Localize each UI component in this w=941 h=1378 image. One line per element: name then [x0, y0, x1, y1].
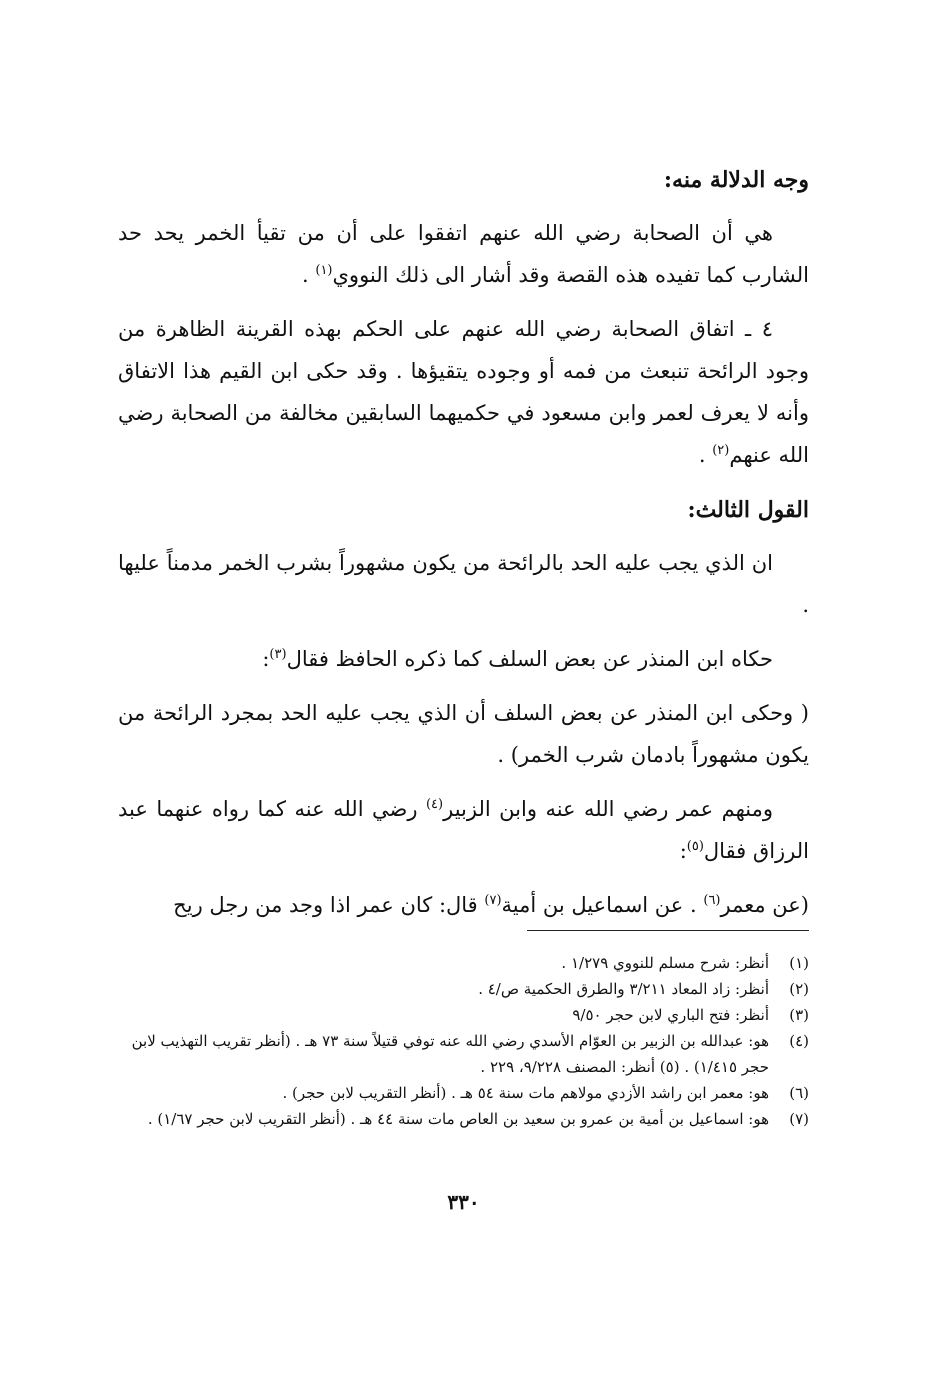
- section-heading-third-opinion: القول الثالث:: [687, 497, 809, 523]
- footnote-number: (٢): [789, 980, 809, 998]
- paragraph-7-text-c: قال: كان عمر اذا وجد من رجل ريح: [173, 893, 485, 917]
- main-text: [118, 160, 809, 926]
- paragraph-7: [118, 884, 809, 926]
- footnote-text: أنظر: زاد المعاد ٣/٢١١ والطرق الحكمية ص/٤ .: [478, 980, 769, 998]
- paragraph-6-text-b: رضي الله عنه كما رواه عنهما عبد الرزاق فقال: [118, 797, 809, 863]
- footnote-text: هو: عبدالله بن الزبير بن العوّام الأسدي رضي الله عنه توفي قتيلاً سنة ٧٣ هـ . (أنظر تقريب التهذيب لابن حجر ١/٤١٥) . (٥) أنظر: المصنف ٩/٢٢٨، ٢٢٩ .: [131, 1032, 769, 1076]
- paragraph-7-text-a: (عن معمر: [720, 893, 809, 917]
- section-heading-evidence: وجه الدلالة منه:: [663, 167, 809, 193]
- footnote-ref-3[interactable]: (٣): [269, 647, 287, 662]
- paragraph-2-text: ٤ ـ اتفاق الصحابة رضي الله عنهم على الحكم بهذه القرينة الظاهرة من وجود الرائحة تنبعث من فمه أو وجوده يتقيؤها . وقد حكى ابن القيم هذا الاتفاق وأنه لا يعرف لعمر وابن مسعود في حكميهما السابقين مخالفة من الصحابة رضي الله عنهم: [118, 317, 809, 467]
- paragraph-6: [118, 788, 809, 872]
- paragraph-5: ( وحكى ابن المنذر عن بعض السلف أن الذي يجب عليه الحد بمجرد الرائحة من يكون مشهوراً بادمان شرب الخمر) .: [118, 701, 809, 767]
- footnote-ref-5[interactable]: (٥): [686, 839, 704, 854]
- paragraph-6-text-a: ومنهم عمر رضي الله عنه وابن الزبير: [443, 797, 774, 821]
- footnote-text: أنظر: فتح الباري لابن حجر ٩/٥٠: [572, 1006, 769, 1024]
- book-page: [118, 160, 809, 1378]
- footnote-text: هو: اسماعيل بن أمية بن عمرو بن سعيد بن العاص مات سنة ٤٤ هـ . (أنظر التقريب لابن حجر ١/٦٧) .: [147, 1110, 769, 1128]
- footnote-3: [118, 1002, 809, 1028]
- footnote-text: هو: معمر ابن راشد الأزدي مولاهم مات سنة ٥٤ هـ . (أنظر التقريب لابن حجر) .: [282, 1084, 769, 1102]
- footnote-1: [118, 950, 809, 976]
- footnote-ref-6[interactable]: (٦): [703, 893, 721, 908]
- paragraph-4: [118, 638, 809, 680]
- footnote-number: (٦): [789, 1084, 809, 1102]
- paragraph-7-text-b: . عن اسماعيل بن أمية: [501, 893, 704, 917]
- footnote-7: [118, 1106, 809, 1132]
- footnote-ref-2[interactable]: (٢): [712, 443, 730, 458]
- footnote-text: أنظر: شرح مسلم للنووي ١/٢٧٩ .: [561, 954, 769, 972]
- footnote-6: [118, 1080, 809, 1106]
- footnote-ref-7[interactable]: (٧): [484, 893, 502, 908]
- footnote-separator: [527, 930, 809, 931]
- paragraph-2-end: .: [698, 443, 713, 467]
- paragraph-2: [118, 308, 809, 476]
- paragraph-4-end: :: [262, 647, 270, 671]
- footnote-number: (١): [789, 954, 809, 972]
- footnote-number: (٤): [789, 1032, 809, 1050]
- page-number: ٣٣٠: [447, 1190, 480, 1214]
- paragraph-4-text: حكاه ابن المنذر عن بعض السلف كما ذكره الحافظ فقال: [286, 647, 773, 671]
- paragraph-6-end: :: [679, 839, 687, 863]
- footnote-number: (٧): [789, 1110, 809, 1128]
- footnote-ref-1[interactable]: (١): [315, 263, 333, 278]
- footnote-ref-4[interactable]: (٤): [425, 797, 444, 812]
- paragraph-3: ان الذي يجب عليه الحد بالرائحة من يكون مشهوراً بشرب الخمر مدمناً عليها .: [118, 551, 809, 617]
- paragraph-1-end: .: [302, 263, 316, 287]
- paragraph-1-text: هي أن الصحابة رضي الله عنهم اتفقوا على أن من تقيأ الخمر يحد حد الشارب كما تفيده هذه القصة وقد أشار الى ذلك النووي: [118, 221, 809, 287]
- footnote-2: [118, 976, 809, 1002]
- footnotes: [118, 950, 809, 1132]
- paragraph-1: [118, 212, 809, 296]
- footnote-number: (٣): [789, 1006, 809, 1024]
- footnote-4: [118, 1028, 809, 1080]
